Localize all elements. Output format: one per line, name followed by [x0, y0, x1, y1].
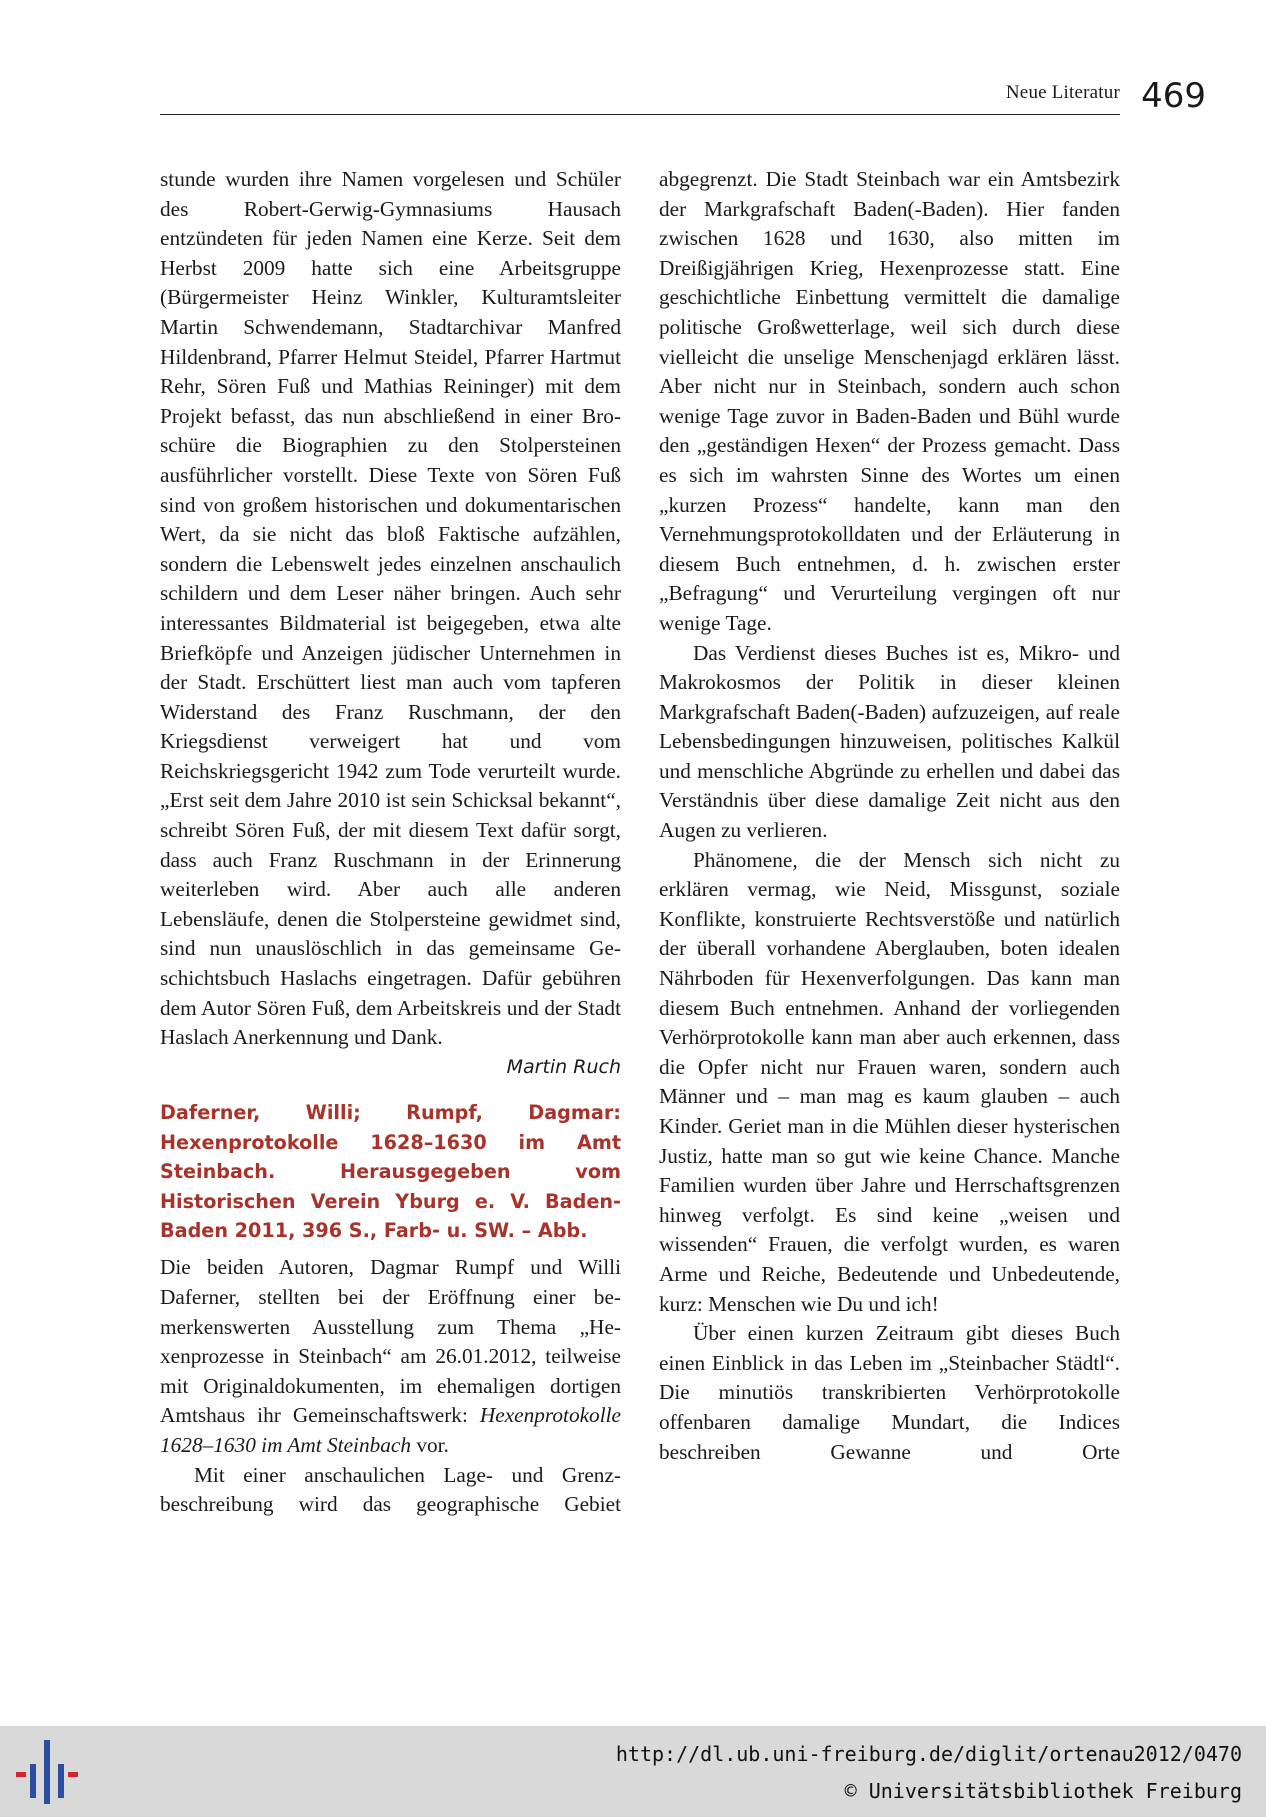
paragraph: abgegrenzt. Die Stadt Steinbach war ein Amtsbezirk der Markgrafschaft Baden(-Baden). Hier fanden zwischen 1628 und 1630, also mitten im Dreißigjährigen Krieg, Hexenprozesse statt. Eine geschichtliche Einbettung vermittelt die damalige politische Großwetterlage, weil sich durch diese vielleicht die unselige Menschenjagd erklären lässt. Aber nicht nur in Steinbach, sondern auch schon wenige Tage zuvor in Baden-Baden und Bühl wurde den „geständigen Hexen“ der Prozess gemacht. Dass es sich im wahrsten Sinne des Wortes um einen „kurzen Prozess“ handelte, kann man den Vernehmungsprotokolldaten und der Erläuterung in diesem Buch entnehmen, d. h. zwischen erster „Befragung“ und Verurteilung vergingen oft nur wenige Tage. — [659, 167, 1120, 635]
book-title: Hexenprotokolle 1628–1630 im Amt Steinbach — [160, 1403, 621, 1457]
right-column — [659, 165, 1120, 1467]
author-signature: Martin Ruch — [506, 1055, 621, 1078]
ub-freiburg-logo-icon — [14, 1738, 80, 1806]
left-column — [160, 165, 621, 1520]
footer-copyright: © Universitätsbibliothek Freiburg — [844, 1779, 1242, 1803]
paragraph: Phänomene, die der Mensch sich nicht zu erklären vermag, wie Neid, Missgunst, soziale Konflikte, konstruierte Rechtsverstöße und natürlich der überall vorhandene Aberglauben, boten idealen Nährboden für Hexenverfolgungen. Das kann man diesem Buch entnehmen. Anhand der vorliegenden Verhörprotokolle kann man aber auch erkennen, dass die Opfer nicht nur Frauen waren, sondern auch Männer und – man mag es kaum glauben – auch Kinder. Geriet man in die Mühlen dieser hysterischen Justiz, hatte man so gut wie keine Chance. Manche Familien wurden über Jahre und Herrschaftsgrenzen hinweg verfolgt. Es sind keine „weisen und wissenden“ Frauen, die verfolgt wurden, es waren Arme und Reiche, Bedeutende und Unbedeutende, kurz: Menschen wie Du und ich! — [659, 847, 1120, 1316]
paragraph: Mit einer anschaulichen Lage- und Grenzbeschreibung wird das geographische Gebiet — [160, 1462, 621, 1517]
page-number: 469 — [1141, 76, 1206, 116]
page-header — [160, 70, 1206, 116]
review-heading: Daferner, Willi; Rumpf, Dagmar: Hexenprotokolle 1628–1630 im Amt Steinbach. Herausgegeben vom Historischen Verein Yburg e. V. Baden-Baden 2011, 396 S., Farb- u. SW. – Abb. — [160, 1101, 621, 1243]
footer-url-link[interactable]: http://dl.ub.uni-freiburg.de/diglit/ortenau2012/0470 — [615, 1742, 1242, 1766]
paragraph — [160, 1253, 621, 1460]
running-title: Neue Literatur — [1005, 82, 1120, 103]
paragraph-text: Die beiden Autoren, Dagmar Rumpf und Willi Daferner, stellten bei der Eröffnung einer bemerkenswerten Ausstellung zum Thema „Hexenprozesse in Steinbach“ am 26.01.2012, teilweise mit Originaldokumenten, im ehemaligen dortigen Amtshaus ihr Gemeinschaftswerk: — [160, 1255, 621, 1428]
paragraph: Über einen kurzen Zeitraum gibt dieses Buch einen Einblick in das Leben im „Steinbacher Städtl“. Die minutiös transkribierten Verhörprotokolle offenbaren damalige Mundart, die Indices beschreiben Gewanne und Orte — [659, 1321, 1120, 1464]
paragraph-text: vor. — [411, 1433, 449, 1457]
footer-bar — [0, 1726, 1266, 1817]
paragraph: stunde wurden ihre Namen vorgelesen und Schüler des Robert-Gerwig-Gymnasiums Hausach entzündeten für jeden Namen eine Kerze. Seit dem Herbst 2009 hatte sich eine Arbeitsgruppe (Bürgermeister Heinz Winkler, Kulturamtsleiter Martin Schwendemann, Stadtarchivar Manfred Hildenbrand, Pfarrer Helmut Steidel, Pfarrer Hartmut Rehr, Sören Fuß und Mathias Reininger) mit dem Projekt befasst, das nun abschließend in einer Broschüre die Biographien zu den Stolpersteinen ausführlicher vorstellt. Diese Texte von Sören Fuß sind von großem historischen und dokumentarischen Wert, da sie nicht das bloß Faktische aufzählen, sondern die Lebenswelt jedes einzelnen anschaulich schildern und dem Leser näher bringen. Auch sehr interessantes Bildmaterial ist beigegeben, etwa alte Briefköpfe und Anzeigen jüdischer Unternehmen in der Stadt. Erschüttert liest man auch vom tapferen Widerstand des Franz Ruschmann, der den Kriegsdienst verweigert hat und vom Reichskriegsgericht 1942 zum Tode verurteilt wurde. „Erst seit dem Jahre 2010 ist sein Schicksal bekannt“, schreibt Sören Fuß, der mit diesem Text dafür sorgt, dass auch Franz Ruschmann in der Erinnerung weiterleben wird. Aber auch alle anderen Lebensläufe, denen die Stolpersteine gewidmet sind, sind nun unauslöschlich in das gemeinsame Geschichtsbuch Haslachs eingetragen. Dafür gebühren dem Autor Sören Fuß, dem Arbeitskreis und der Stadt Haslach Anerkennung und Dank. — [160, 167, 621, 1050]
paragraph: Das Verdienst dieses Buches ist es, Mikro- und Makrokosmos der Politik in dieser kleinen Markgrafschaft Baden(-Baden) aufzuzeigen, auf reale Lebensbedingungen hinzuweisen, politisches Kalkül und menschliche Abgründe zu erhellen und dabei das Verständnis über diese damalige Zeit nicht aus den Augen zu verlieren. — [659, 640, 1120, 843]
